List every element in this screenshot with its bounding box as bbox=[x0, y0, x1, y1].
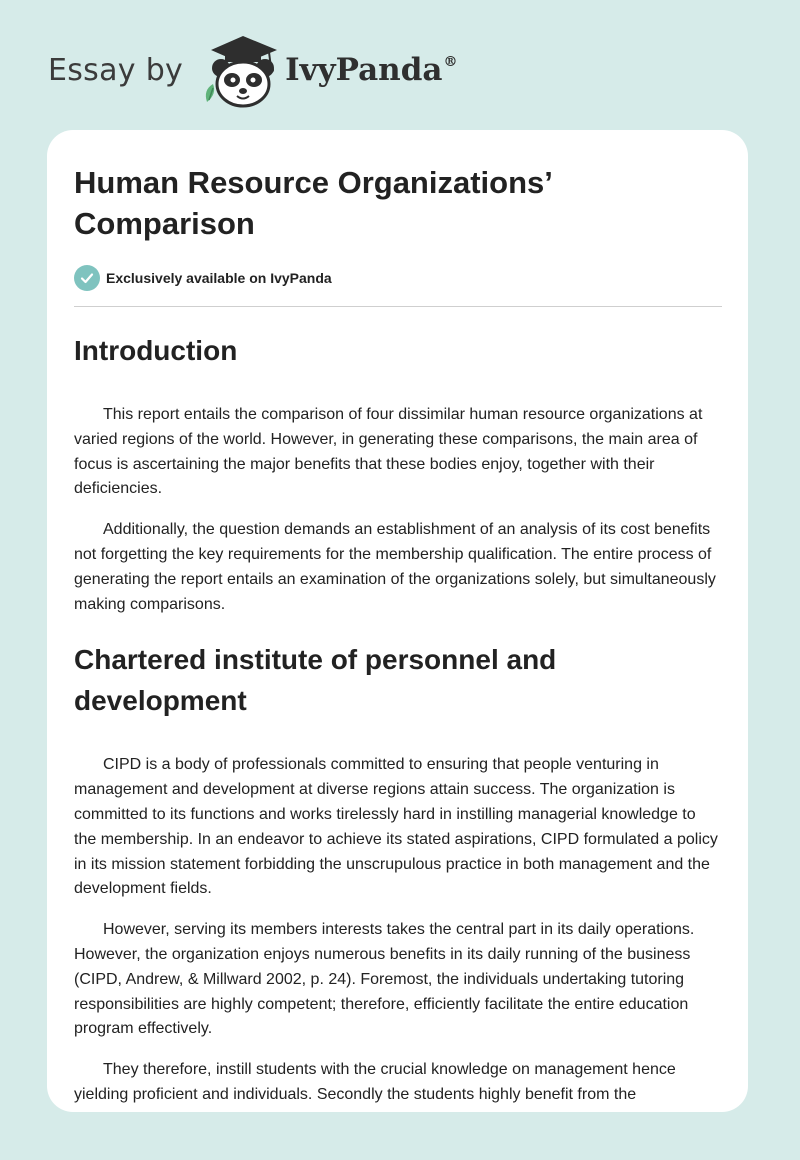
brand-name bbox=[285, 52, 457, 88]
page-title: Human Resource Organizations’ Comparison bbox=[74, 165, 552, 241]
exclusive-label: Exclusively available on IvyPanda bbox=[106, 270, 332, 286]
check-circle-icon bbox=[74, 265, 100, 291]
paragraph: This report entails the comparison of four dissimilar human resource organizations at varied regions of the world. However, in generating these comparisons, the main area of focus is ascertaining the major benefits that these bodies enjoy, together with their deficiencies. bbox=[74, 406, 703, 498]
brand-header[interactable] bbox=[48, 28, 458, 112]
exclusive-badge bbox=[74, 265, 722, 307]
paragraph: Additionally, the question demands an establishment of an analysis of its cost benefits not forgetting the key requirements for the membership qualification. The entire process of generating the report entails an examination of the organizations solely, but simultaneously making comparisons. bbox=[74, 521, 716, 613]
paragraph: CIPD is a body of professionals committed to ensuring that people venturing in management and development at diverse regions attain success. The organization is committed to its functions and works tirelessly hard in instilling managerial knowledge to the membership. In an endeavor to achieve its stated aspirations, CIPD formulated a policy in its mission statement forbidding the unscrupulous practice in both management and the development fields. bbox=[74, 756, 718, 898]
brand-prefix: Essay by bbox=[48, 52, 184, 88]
paragraph: They therefore, instill students with the crucial knowledge on management hence yielding proficient and individuals. Secondly the students highly benefit from the bbox=[74, 1061, 676, 1103]
section-heading: Introduction bbox=[74, 335, 238, 366]
panda-graduate-icon bbox=[199, 28, 285, 112]
brand-name-text: IvyPanda bbox=[285, 52, 443, 88]
article-card bbox=[47, 130, 748, 1112]
paragraph: However, serving its members interests takes the central part in its daily operations. However, the organization enjoys numerous benefits in its daily running of the business (CIPD, Andrew, & Millward 2002, p. 24). Foremost, the individuals undertaking tutoring responsibilities are highly competent; therefore, efficiently facilitate the entire education program effectively. bbox=[74, 921, 695, 1038]
registered-mark: ® bbox=[443, 54, 458, 70]
section-heading: Chartered institute of personnel and development bbox=[74, 644, 557, 717]
